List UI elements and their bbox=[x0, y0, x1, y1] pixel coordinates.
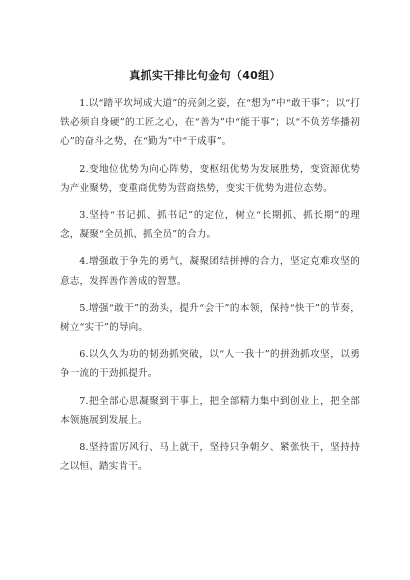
paragraph-1: 1.以“踏平坎坷成大道”的亮剑之姿，在“想为”中“敢干事”；以“打铁必须自身硬”的工匠之心，在“善为”中“能干事”；以“不负芳华播初心”的奋斗之势，在“勤为”中“干成事”。 bbox=[60, 98, 360, 148]
document-body bbox=[60, 94, 360, 484]
paragraph-4: 4.增强敢于争先的勇气，凝聚团结拼搏的合力，坚定克难攻坚的意志，发挥善作善成的智慧。 bbox=[60, 256, 360, 287]
paragraph-2: 2.变地位优势为向心阵势，变枢纽优势为发展胜势，变资源优势为产业聚势，变重商优势为营商热势，变实干优势为进位态势。 bbox=[60, 163, 360, 194]
paragraph-8: 8.坚持雷厉风行、马上就干，坚持只争朝夕、紧张快干，坚持持之以恒、踏实肯干。 bbox=[60, 442, 360, 473]
paragraph-5: 5.增强“敢干”的劲头，提升“会干”的本领，保持“快干”的节奏，树立“实干”的导向。 bbox=[60, 302, 360, 334]
document-title: 真抓实干排比句金句（40组） bbox=[129, 69, 281, 82]
paragraph-7: 7.把全部心思凝聚到干事上，把全部精力集中到创业上，把全部本领施展到发展上。 bbox=[60, 395, 360, 426]
paragraph-6: 6.以久久为功的韧劲抓突破，以“人一我十”的拼劲抓攻坚，以勇争一流的干劲抓提升。 bbox=[60, 349, 360, 380]
paragraph-3: 3.坚持“书记抓、抓书记”的定位，树立“长期抓、抓长期”的理念，凝聚“全员抓、抓全员”的合力。 bbox=[60, 210, 360, 241]
